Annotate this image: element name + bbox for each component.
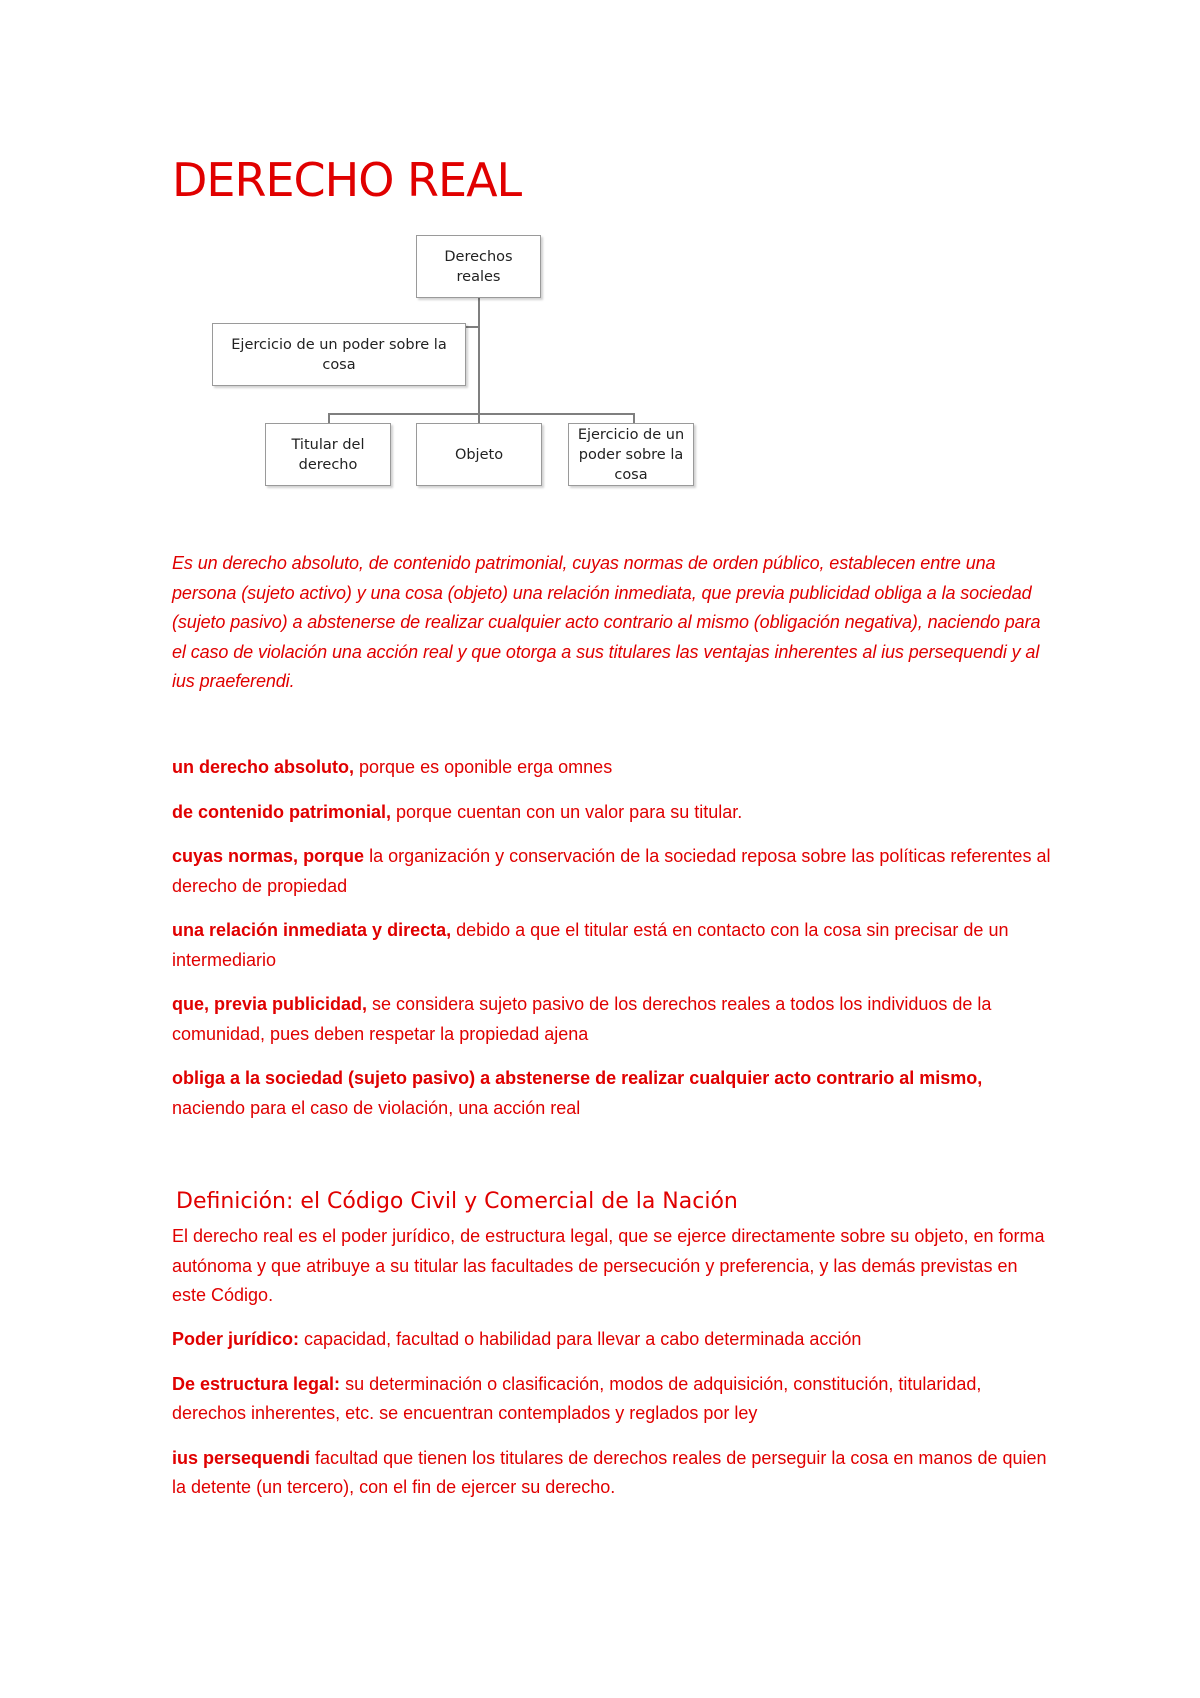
term-name: Poder jurídico: [172,1329,300,1349]
intro-paragraph: Es un derecho absoluto, de contenido patrimonial, cuyas normas de orden público, establecen entre una persona (sujeto activo) y una cosa (objeto) una relación inmediata, que previa publicidad obliga a la sociedad (sujeto pasivo) a abstenerse de realizar cualquier acto contrario al mismo (obligación negativa), naciendo para el caso de violación una acción real y que otorga a sus titulares las ventajas inherentes al ius persequendi y al ius praeferendi. [172,553,1041,692]
chart-node-side [212,323,466,386]
chart-node-side-label: Ejercicio de un poder sobre la cosa [231,336,447,373]
chart-node-child-objeto [416,423,542,486]
explanation-term: obliga a la sociedad (sujeto pasivo) a abstenerse de realizar cualquier acto contrario al mismo, [172,1068,983,1088]
explanation-text: la organización y conservación de la sociedad reposa sobre las políticas referentes al derecho de propiedad [172,846,1051,896]
explanation-term: de contenido patrimonial, [172,801,392,822]
chart-node-child-label: Titular del derecho [291,436,365,473]
term-item [172,1370,1052,1429]
definition-text: El derecho real es el poder jurídico, de estructura legal, que se ejerce directamente sobre su objeto, en forma autónoma y que atribuye a su titular las facultades de persecución y preferencia, y las demás previstas en este Código. [172,1226,1045,1305]
explanation-text: porque cuentan con un valor para su titular. [391,801,743,822]
connector-side-branch [466,326,479,328]
chart-node-root [416,235,541,298]
term-item [172,1444,1052,1503]
term-text: su determinación o clasificación, modos de adquisición, constitución, titularidad, derechos inherentes, etc. se encuentran contemplados y reglados por ley [172,1373,982,1423]
explanation-item [172,798,1052,828]
explanation-item [172,916,1052,975]
explanation-item [172,1064,1052,1123]
chart-node-child-label: Ejercicio de un poder sobre la cosa [577,426,685,483]
term-item [172,1325,1052,1355]
org-chart [200,230,720,490]
explanation-text: naciendo para el caso de violación, una acción real [172,1097,581,1118]
chart-node-child-titular [265,423,391,486]
connector-child-3 [633,413,635,423]
connector-child-2 [478,413,480,423]
explanation-item [172,990,1052,1049]
explanation-item [172,753,1052,783]
explanation-text: porque es oponible erga omnes [354,757,613,777]
chart-node-child-label: Objeto [454,446,504,463]
explanation-term: una relación inmediata y directa, [172,920,452,940]
connector-children-bar [328,413,634,415]
explanation-term: un derecho absoluto, [172,757,355,777]
chart-node-root-label: Derechos reales [444,248,513,285]
explanation-term: que, previa publicidad, [172,994,368,1014]
term-text: facultad que tienen los titulares de derechos reales de perseguir la cosa en manos de quien la detente (un tercero), con el fin de ejercer su derecho. [172,1447,1047,1497]
term-name: De estructura legal: [172,1373,341,1394]
page-title: DERECHO REAL [172,153,522,207]
definition-heading: Definición: el Código Civil y Comercial de la Nación [176,1189,738,1214]
connector-root-trunk [478,298,480,414]
explanation-list [172,753,1052,1138]
explanation-term: cuyas normas, porque [172,846,365,866]
connector-child-1 [328,413,330,423]
terms-list [172,1325,1052,1518]
explanation-text: se considera sujeto pasivo de los derechos reales a todos los individuos de la comunidad, pues deben respetar la propiedad ajena [172,994,992,1044]
chart-node-child-ejercicio [568,423,694,486]
term-text: capacidad, facultad o habilidad para llevar a cabo determinada acción [299,1329,862,1349]
explanation-item [172,842,1052,901]
term-name: ius persequendi [172,1447,311,1468]
explanation-text: debido a que el titular está en contacto con la cosa sin precisar de un intermediario [172,920,1009,970]
